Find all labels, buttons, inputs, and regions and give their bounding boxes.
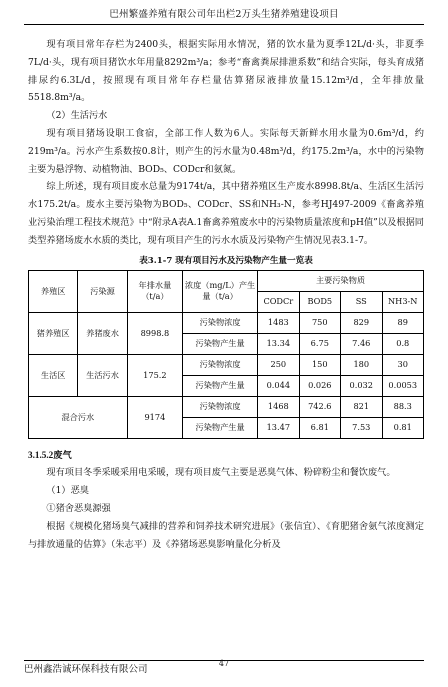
cell-cod: 250 — [258, 354, 299, 375]
cell-cod: 13.47 — [258, 417, 299, 438]
table-row — [29, 396, 424, 417]
cell-label: 污染物浓度 — [183, 312, 258, 333]
cell-volume: 9174 — [127, 396, 182, 438]
cell-bod: 742.6 — [299, 396, 340, 417]
cell-ss: 180 — [341, 354, 382, 375]
heading-odor: （1）恶臭 — [46, 485, 89, 497]
cell-nh3: 89 — [382, 312, 424, 333]
pollutant-table — [28, 270, 424, 439]
page-header — [24, 6, 424, 25]
cell-source: 养猪废水 — [78, 312, 127, 354]
cell-ss: 7.46 — [341, 333, 382, 354]
document-body — [28, 36, 424, 553]
cell-ss: 829 — [341, 312, 382, 333]
header-volume: 年排水量（t/a） — [127, 270, 182, 312]
table-caption: 表3.1-7 现有项目污水及污染物产生量一览表 — [139, 255, 313, 266]
cell-nh3: 0.0053 — [382, 375, 424, 396]
paragraph-domestic-sewage: 现有项目猪场设职工食宿，全部工作人数为6人。实际每天新鲜水用水量为0.6m³/d，约219m³/a。污水产生系数按0.8计，则产生的污水量为0.48m³/d，约175.2m³/a，水中的污染物主要为悬浮物、动植物油、BOD₅、CODcr和氨氮。 — [28, 127, 424, 175]
table-row — [29, 354, 424, 375]
page-footer — [24, 660, 424, 679]
header-bod: BOD5 — [299, 291, 340, 312]
cell-cod: 0.044 — [258, 375, 299, 396]
table-row — [29, 312, 424, 333]
heading-exhaust-gas: 3.1.5.2废气 — [28, 449, 72, 460]
footer-company: 巴州鑫浩诚环保科技有限公司 — [24, 664, 148, 675]
heading-domestic-sewage: （2）生活污水 — [46, 110, 108, 122]
cell-ss: 821 — [341, 396, 382, 417]
heading-odor-source: ①猪舍恶臭源强 — [46, 502, 111, 514]
cell-area: 混合污水 — [29, 396, 128, 438]
cell-bod: 150 — [299, 354, 340, 375]
cell-bod: 0.026 — [299, 375, 340, 396]
cell-cod: 1483 — [258, 312, 299, 333]
paragraph-water-use: 现有项目常年存栏为2400头，根据实际用水情况，猪的饮水量为夏季12L/d·头，非夏季7L/d·头，现有项目猪饮水年用量8292m³/a；参考“畜禽粪尿排泄系数”和结合实际，每头育成猪排尿约6.3L/d，按照现有项目常年存栏量估算猪尿液排放量15.12m³/d，全年排放量5518.8m³/a。 — [28, 39, 424, 104]
cell-label: 污染物浓度 — [183, 396, 258, 417]
cell-bod: 6.75 — [299, 333, 340, 354]
cell-nh3: 30 — [382, 354, 424, 375]
cell-volume: 8998.8 — [127, 312, 182, 354]
cell-nh3: 88.3 — [382, 396, 424, 417]
cell-ss: 7.53 — [341, 417, 382, 438]
header-pollutants: 主要污染物质 — [258, 270, 424, 291]
page-number: 47 — [218, 659, 230, 668]
header-source: 污染源 — [78, 270, 127, 312]
cell-nh3: 0.8 — [382, 333, 424, 354]
cell-label: 污染物产生量 — [183, 333, 258, 354]
paragraph-exhaust-gas: 现有项目冬季采暖采用电采暖，现有项目废气主要是恶臭气体、粉碎粉尘和餐饮废气。 — [46, 467, 396, 479]
cell-area: 猪养殖区 — [29, 312, 78, 354]
header-conc: 浓度（mg/L）产生量（t/a） — [183, 270, 258, 312]
cell-source: 生活污水 — [78, 354, 127, 396]
cell-volume: 175.2 — [127, 354, 182, 396]
header-area: 养殖区 — [29, 270, 78, 312]
cell-cod: 13.34 — [258, 333, 299, 354]
header-cod: CODCr — [258, 291, 299, 312]
header-nh3: NH3-N — [382, 291, 424, 312]
paragraph-summary: 综上所述，现有项目废水总量为9174t/a，其中猪养殖区生产废水8998.8t/a、生活区生活污水175.2t/a。废水主要污染物为BOD₅、CODcr、SS和NH₃-N，参考HJ497-2009《畜禽养殖业污染治理工程技术规范》中“附录A表A.1畜禽养殖废水中的污染物质量浓度和pH值”以及根据同类型养猪场废水水质的类比，现有项目产生的污水水质及污染物产生情况见表3.1-7。 — [28, 181, 424, 246]
cell-label: 污染物产生量 — [183, 375, 258, 396]
paragraph-odor-references: 根据《规模化猪场臭气减排的营养和饲养技术研究进展》（张信宜）、《育肥猪舍氨气浓度测定与排放通量的估算》（朱志平）及《养猪场恶臭影响量化分析及 — [28, 520, 424, 550]
cell-bod: 6.81 — [299, 417, 340, 438]
cell-bod: 750 — [299, 312, 340, 333]
cell-ss: 0.032 — [341, 375, 382, 396]
cell-area: 生活区 — [29, 354, 78, 396]
header-ss: SS — [341, 291, 382, 312]
cell-label: 污染物产生量 — [183, 417, 258, 438]
cell-label: 污染物浓度 — [183, 354, 258, 375]
header-title: 巴州繁盛养殖有限公司年出栏2万头生猪养殖建设项目 — [109, 9, 339, 20]
cell-cod: 1468 — [258, 396, 299, 417]
cell-nh3: 0.81 — [382, 417, 424, 438]
